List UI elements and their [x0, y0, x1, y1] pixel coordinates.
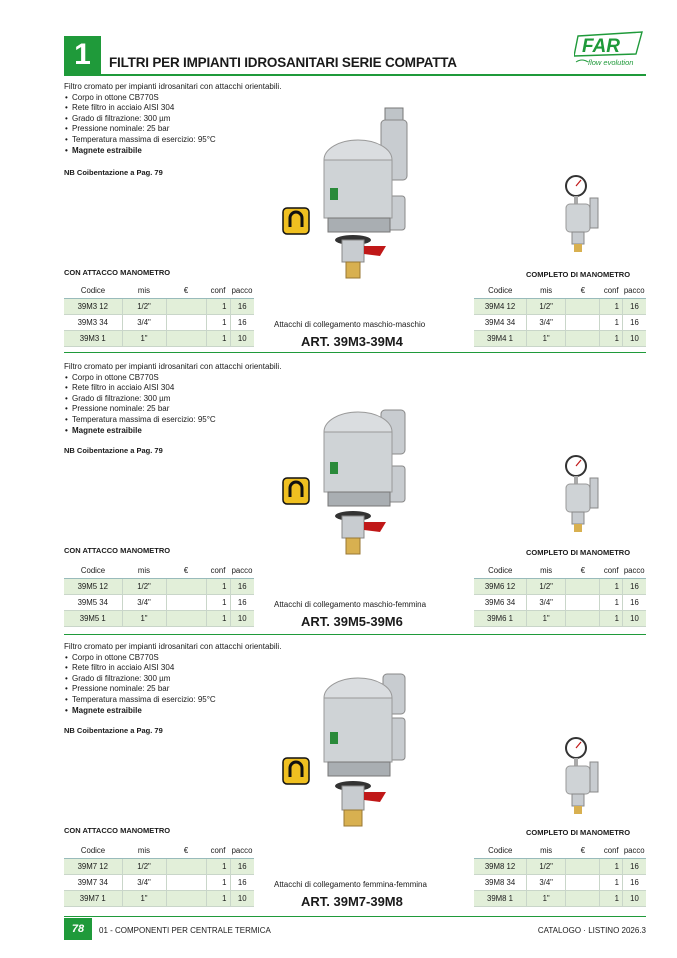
- col-header-code: Codice: [474, 284, 527, 298]
- feature-item: • Grado di filtrazione: 300 µm: [64, 114, 281, 125]
- cell-code: 39M6 12: [474, 578, 527, 594]
- table-row: [64, 314, 254, 330]
- cell-pack: 16: [230, 874, 254, 890]
- cell-code: 39M8 34: [474, 874, 527, 890]
- product-section-3: [64, 642, 646, 922]
- far-logo: [574, 30, 646, 70]
- cell-code: 39M4 34: [474, 314, 527, 330]
- cell-code: 39M8 12: [474, 858, 527, 874]
- cell-pack: 16: [622, 858, 646, 874]
- feature-item-bold: • Magnete estraibile: [64, 426, 281, 437]
- cell-eur: [166, 890, 206, 906]
- table-row: [474, 874, 646, 890]
- cell-mis: 1": [527, 610, 566, 626]
- col-header-pack: pacco: [230, 564, 254, 578]
- col-header-eur: €: [166, 284, 206, 298]
- col-header-pack: pacco: [622, 844, 646, 858]
- cell-code: 39M3 34: [64, 314, 122, 330]
- col-header-eur: €: [166, 564, 206, 578]
- connection-type: Attacchi di collegamento maschio-femmina: [274, 600, 427, 609]
- filter-product-image: [280, 100, 420, 280]
- description-text: Filtro cromato per impianti idrosanitari con attacchi orientabili.: [64, 362, 282, 371]
- cell-eur: [166, 578, 206, 594]
- cell-mis: 1/2": [122, 858, 166, 874]
- col-header-conf: conf: [600, 844, 623, 858]
- col-header-eur: €: [566, 284, 600, 298]
- cell-eur: [566, 314, 600, 330]
- connection-type: Attacchi di collegamento maschio-maschio: [274, 320, 426, 329]
- article-code: ART. 39M5-39M6: [301, 614, 403, 629]
- col-header-eur: €: [566, 564, 600, 578]
- page-number: 78: [64, 918, 92, 940]
- section-divider: [64, 352, 646, 353]
- feature-item: • Temperatura massima di esercizio: 95°C: [64, 695, 281, 706]
- cell-pack: 16: [622, 594, 646, 610]
- table-row: [64, 298, 254, 314]
- cell-eur: [566, 330, 600, 346]
- cell-code: 39M3 1: [64, 330, 122, 346]
- cell-code: 39M4 12: [474, 298, 527, 314]
- cell-mis: 3/4": [122, 874, 166, 890]
- col-header-mis: mis: [122, 844, 166, 858]
- table-row: [64, 610, 254, 626]
- description-block: [64, 82, 281, 156]
- footer-rule: [64, 916, 646, 917]
- feature-item: • Pressione nominale: 25 bar: [64, 684, 281, 695]
- cell-eur: [566, 858, 600, 874]
- cell-code: 39M7 34: [64, 874, 122, 890]
- cell-pack: 16: [230, 858, 254, 874]
- col-header-pack: pacco: [622, 564, 646, 578]
- title-rule: [64, 74, 646, 76]
- col-header-eur: €: [166, 844, 206, 858]
- table-row: [474, 858, 646, 874]
- cell-pack: 16: [622, 874, 646, 890]
- right-table-caption: COMPLETO DI MANOMETRO: [526, 548, 631, 557]
- cell-code: 39M3 12: [64, 298, 122, 314]
- cell-mis: 1": [527, 890, 566, 906]
- filter-with-gauge-image: [560, 174, 606, 254]
- cell-code: 39M5 1: [64, 610, 122, 626]
- cell-code: 39M4 1: [474, 330, 527, 346]
- col-header-conf: conf: [206, 844, 230, 858]
- cell-mis: 3/4": [122, 594, 166, 610]
- left-price-table: [64, 844, 254, 907]
- feature-item: • Rete filtro in acciaio AISI 304: [64, 383, 281, 394]
- right-price-table: [474, 844, 646, 907]
- left-table-caption: CON ATTACCO MANOMETRO: [64, 546, 171, 555]
- cell-eur: [566, 890, 600, 906]
- cell-code: 39M7 12: [64, 858, 122, 874]
- cell-pack: 16: [230, 594, 254, 610]
- left-table-caption: CON ATTACCO MANOMETRO: [64, 268, 171, 277]
- cell-pack: 10: [622, 890, 646, 906]
- cell-conf: 1: [600, 890, 623, 906]
- filter-with-gauge-image: [560, 454, 606, 534]
- cell-code: 39M6 34: [474, 594, 527, 610]
- col-header-code: Codice: [64, 284, 122, 298]
- feature-item: • Rete filtro in acciaio AISI 304: [64, 103, 281, 114]
- cell-conf: 1: [206, 890, 230, 906]
- product-section-2: [64, 362, 646, 642]
- feature-item-bold: • Magnete estraibile: [64, 146, 281, 157]
- feature-list: [64, 653, 281, 717]
- cell-pack: 16: [622, 314, 646, 330]
- feature-item: • Grado di filtrazione: 300 µm: [64, 394, 281, 405]
- left-price-table: [64, 564, 254, 627]
- cell-conf: 1: [600, 594, 623, 610]
- logo-text: FAR: [582, 36, 620, 57]
- right-price-table: [474, 284, 646, 347]
- feature-item: • Corpo in ottone CB770S: [64, 93, 281, 104]
- filter-product-image: [280, 406, 420, 566]
- cell-code: 39M5 12: [64, 578, 122, 594]
- col-header-conf: conf: [600, 564, 623, 578]
- table-row: [64, 594, 254, 610]
- col-header-code: Codice: [64, 564, 122, 578]
- cell-conf: 1: [600, 578, 623, 594]
- cell-conf: 1: [206, 594, 230, 610]
- col-header-pack: pacco: [230, 844, 254, 858]
- description-block: [64, 362, 281, 436]
- cell-pack: 10: [622, 330, 646, 346]
- cell-conf: 1: [600, 610, 623, 626]
- cell-conf: 1: [206, 874, 230, 890]
- cell-mis: 3/4": [122, 314, 166, 330]
- cell-eur: [166, 874, 206, 890]
- right-price-table: [474, 564, 646, 627]
- cell-pack: 10: [230, 890, 254, 906]
- cell-pack: 10: [622, 610, 646, 626]
- col-header-pack: pacco: [622, 284, 646, 298]
- product-section-1: [64, 82, 646, 362]
- cell-conf: 1: [206, 298, 230, 314]
- cell-eur: [566, 578, 600, 594]
- description-block: [64, 642, 281, 716]
- cell-pack: 16: [622, 298, 646, 314]
- cell-conf: 1: [600, 858, 623, 874]
- col-header-mis: mis: [122, 564, 166, 578]
- cell-code: 39M7 1: [64, 890, 122, 906]
- col-header-conf: conf: [206, 564, 230, 578]
- table-row: [474, 578, 646, 594]
- table-row: [474, 890, 646, 906]
- feature-item-bold: • Magnete estraibile: [64, 706, 281, 717]
- left-price-table: [64, 284, 254, 347]
- feature-item: • Grado di filtrazione: 300 µm: [64, 674, 281, 685]
- article-code: ART. 39M7-39M8: [301, 894, 403, 909]
- cell-pack: 10: [230, 330, 254, 346]
- col-header-code: Codice: [474, 564, 527, 578]
- description-text: Filtro cromato per impianti idrosanitari con attacchi orientabili.: [64, 82, 282, 91]
- table-row: [474, 610, 646, 626]
- feature-item: • Temperatura massima di esercizio: 95°C: [64, 415, 281, 426]
- right-table-caption: COMPLETO DI MANOMETRO: [526, 270, 631, 279]
- cell-eur: [166, 610, 206, 626]
- cell-conf: 1: [206, 578, 230, 594]
- feature-item: • Rete filtro in acciaio AISI 304: [64, 663, 281, 674]
- description-text: Filtro cromato per impianti idrosanitari con attacchi orientabili.: [64, 642, 282, 651]
- col-header-mis: mis: [122, 284, 166, 298]
- cell-pack: 10: [230, 610, 254, 626]
- cell-mis: 1": [122, 330, 166, 346]
- col-header-conf: conf: [206, 284, 230, 298]
- feature-item: • Temperatura massima di esercizio: 95°C: [64, 135, 281, 146]
- table-row: [64, 874, 254, 890]
- nb-note: NB Coibentazione a Pag. 79: [64, 446, 163, 455]
- cell-eur: [566, 594, 600, 610]
- cell-mis: 1/2": [122, 298, 166, 314]
- section-divider: [64, 634, 646, 635]
- cell-pack: 16: [622, 578, 646, 594]
- cell-mis: 3/4": [527, 874, 566, 890]
- footer-section-label: 01 - COMPONENTI PER CENTRALE TERMICA: [99, 926, 271, 935]
- feature-list: [64, 93, 281, 157]
- col-header-code: Codice: [64, 844, 122, 858]
- table-row: [474, 330, 646, 346]
- page-title: FILTRI PER IMPIANTI IDROSANITARI SERIE COMPATTA: [109, 55, 457, 70]
- cell-mis: 1/2": [527, 578, 566, 594]
- feature-item: • Corpo in ottone CB770S: [64, 373, 281, 384]
- cell-pack: 16: [230, 578, 254, 594]
- nb-note: NB Coibentazione a Pag. 79: [64, 726, 163, 735]
- cell-conf: 1: [206, 610, 230, 626]
- table-row: [64, 330, 254, 346]
- nb-note: NB Coibentazione a Pag. 79: [64, 168, 163, 177]
- table-row: [474, 298, 646, 314]
- cell-pack: 16: [230, 314, 254, 330]
- connection-type: Attacchi di collegamento femmina-femmina: [274, 880, 427, 889]
- cell-conf: 1: [206, 330, 230, 346]
- cell-mis: 1/2": [122, 578, 166, 594]
- feature-item: • Pressione nominale: 25 bar: [64, 124, 281, 135]
- table-row: [474, 594, 646, 610]
- cell-eur: [166, 314, 206, 330]
- table-row: [64, 578, 254, 594]
- chapter-number: 1: [64, 36, 101, 74]
- col-header-mis: mis: [527, 844, 566, 858]
- table-row: [64, 858, 254, 874]
- col-header-pack: pacco: [230, 284, 254, 298]
- cell-conf: 1: [600, 330, 623, 346]
- article-code: ART. 39M3-39M4: [301, 334, 403, 349]
- cell-mis: 1/2": [527, 858, 566, 874]
- cell-mis: 3/4": [527, 594, 566, 610]
- cell-conf: 1: [206, 858, 230, 874]
- cell-mis: 3/4": [527, 314, 566, 330]
- cell-pack: 16: [230, 298, 254, 314]
- cell-eur: [166, 594, 206, 610]
- logo-tagline: flow evolution: [588, 58, 634, 67]
- col-header-eur: €: [566, 844, 600, 858]
- cell-eur: [566, 874, 600, 890]
- table-row: [64, 890, 254, 906]
- cell-conf: 1: [600, 314, 623, 330]
- cell-code: 39M8 1: [474, 890, 527, 906]
- filter-with-gauge-image: [560, 736, 606, 816]
- cell-code: 39M5 34: [64, 594, 122, 610]
- footer-catalog-label: CATALOGO · LISTINO 2026.3: [537, 926, 646, 935]
- col-header-conf: conf: [600, 284, 623, 298]
- feature-item: • Pressione nominale: 25 bar: [64, 404, 281, 415]
- cell-eur: [566, 610, 600, 626]
- feature-item: • Corpo in ottone CB770S: [64, 653, 281, 664]
- feature-list: [64, 373, 281, 437]
- cell-conf: 1: [206, 314, 230, 330]
- cell-eur: [566, 298, 600, 314]
- cell-conf: 1: [600, 298, 623, 314]
- left-table-caption: CON ATTACCO MANOMETRO: [64, 826, 171, 835]
- right-table-caption: COMPLETO DI MANOMETRO: [526, 828, 631, 837]
- table-row: [474, 314, 646, 330]
- col-header-mis: mis: [527, 564, 566, 578]
- cell-mis: 1": [527, 330, 566, 346]
- filter-product-image: [280, 670, 420, 846]
- cell-mis: 1": [122, 610, 166, 626]
- cell-mis: 1": [122, 890, 166, 906]
- col-header-code: Codice: [474, 844, 527, 858]
- cell-conf: 1: [600, 874, 623, 890]
- col-header-mis: mis: [527, 284, 566, 298]
- cell-eur: [166, 858, 206, 874]
- cell-code: 39M6 1: [474, 610, 527, 626]
- cell-eur: [166, 330, 206, 346]
- cell-eur: [166, 298, 206, 314]
- cell-mis: 1/2": [527, 298, 566, 314]
